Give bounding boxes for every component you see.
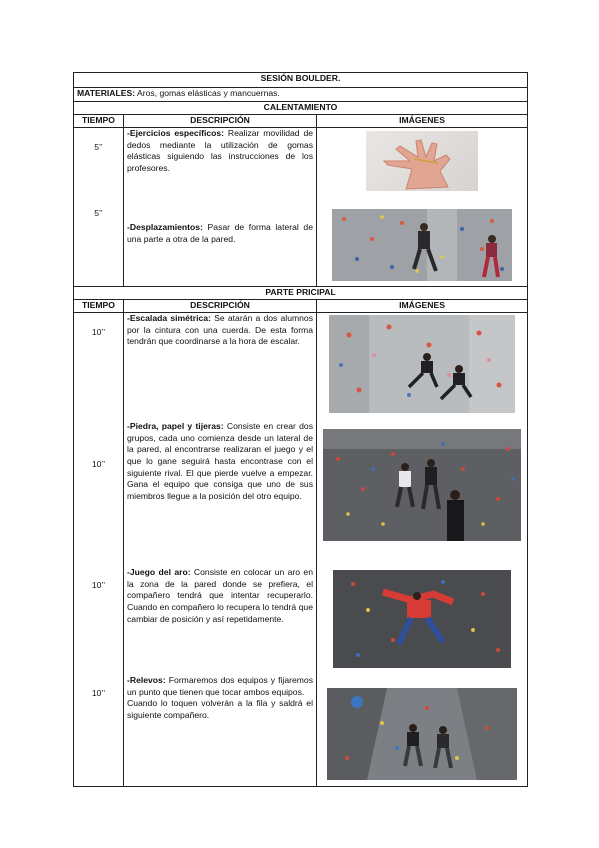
warmup-time-2: 5’’	[94, 207, 103, 218]
warmup-images-cell	[317, 128, 528, 287]
warmup-desc-2	[127, 222, 313, 282]
main-desc-4-bold: -Relevos:	[127, 675, 166, 686]
session-table	[73, 72, 528, 787]
warmup-header-row	[74, 115, 528, 128]
main-title-row	[74, 287, 528, 300]
session-document	[73, 72, 527, 787]
main-time-4: 10’’	[91, 687, 106, 698]
main-desc-3	[127, 567, 313, 657]
main-desc-2-bold: -Piedra, papel y tijeras:	[127, 421, 224, 432]
warmup-desc-1-bold: -Ejercicios específicos:	[127, 128, 225, 138]
main-desc-4-text2: Cuando lo toquen volverán a la fila y saldrá el siguiente compañero.	[127, 698, 313, 720]
warmup-time-1: 5’’	[94, 142, 103, 152]
hoop-game-photo	[333, 570, 511, 668]
main-header-images: IMÁGENES	[317, 300, 528, 313]
materials-cell	[74, 88, 528, 102]
materials-row	[74, 88, 528, 102]
warmup-desc-cell	[124, 128, 317, 287]
main-header-time: TIEMPO	[74, 300, 124, 313]
session-title-row	[74, 73, 528, 88]
hand-elastic-photo	[366, 131, 478, 191]
warmup-title-row	[74, 102, 528, 115]
materials-label: MATERIALES:	[77, 88, 136, 98]
main-desc-3-bold: -Juego del aro:	[127, 567, 191, 578]
main-desc-4-text: Formaremos dos equipos y fijaremos un punto que tienen que tocar ambos equipos.	[127, 675, 313, 697]
main-desc-3-text: Consiste en colocar un aro en la zona de la pared donde se prefiera, el compañero tendrá que intentar recuperarlo. Cuando en compañero lo recupera lo tendrá que cambiar de posición y así repetidamente.	[127, 567, 313, 624]
symmetric-climb-photo	[329, 315, 515, 413]
warmup-desc-1	[127, 128, 313, 202]
main-desc-1	[127, 313, 313, 415]
relay-photo	[327, 688, 517, 780]
warmup-desc-2-bold: -Desplazamientos:	[127, 222, 203, 232]
main-header-desc: DESCRIPCIÓN	[124, 300, 317, 313]
wall-traverse-photo	[332, 209, 512, 281]
warmup-header-images: IMÁGENES	[317, 115, 528, 128]
main-header-row	[74, 300, 528, 313]
warmup-row	[74, 128, 528, 287]
main-time-1: 10’’	[91, 327, 106, 338]
main-time-2: 10’’	[91, 458, 106, 469]
main-desc-cell	[124, 313, 317, 786]
main-desc-1-bold: -Escalada simétrica:	[127, 313, 211, 324]
materials-text: Aros, gomas elásticas y mancuernas.	[135, 88, 280, 98]
main-desc-4	[127, 675, 313, 721]
warmup-desc-2-text: Pasar de forma lateral de una parte a otra de la pared.	[127, 222, 313, 244]
warmup-title: CALENTAMIENTO	[74, 102, 528, 115]
warmup-times-cell	[74, 128, 124, 287]
rock-paper-scissors-photo	[323, 429, 521, 541]
main-desc-2-text: Consiste en crear dos grupos, cada uno comienza desde un lateral de la pared, al encontrarse realizaran el juego y el que lo gane seguirá hasta encontrase con el siguiente rival. El que pierde vuelve a empezar. Gana el equipo que consiga que uno de sus miembros llegue a la posición del otro equipo.	[127, 421, 314, 501]
main-title: PARTE PRICIPAL	[74, 287, 528, 300]
main-time-3: 10’’	[91, 580, 106, 591]
main-desc-2	[127, 421, 313, 551]
session-title: SESIÓN BOULDER.	[74, 73, 528, 88]
warmup-header-time: TIEMPO	[74, 115, 124, 128]
warmup-desc-1-text: Realizar movilidad de dedos mediante la utilización de gomas elásticas siguiendo las instrucciones de los profesores.	[127, 128, 314, 173]
main-row	[74, 313, 528, 786]
main-desc-1-text: Se atarán a dos alumnos por la cintura con una cuerda. De esta forma tendrán que coordinarse a la hora de escalar.	[127, 313, 314, 347]
warmup-header-desc: DESCRIPCIÓN	[124, 115, 317, 128]
main-times-cell	[74, 313, 124, 786]
main-images-cell	[317, 313, 528, 786]
